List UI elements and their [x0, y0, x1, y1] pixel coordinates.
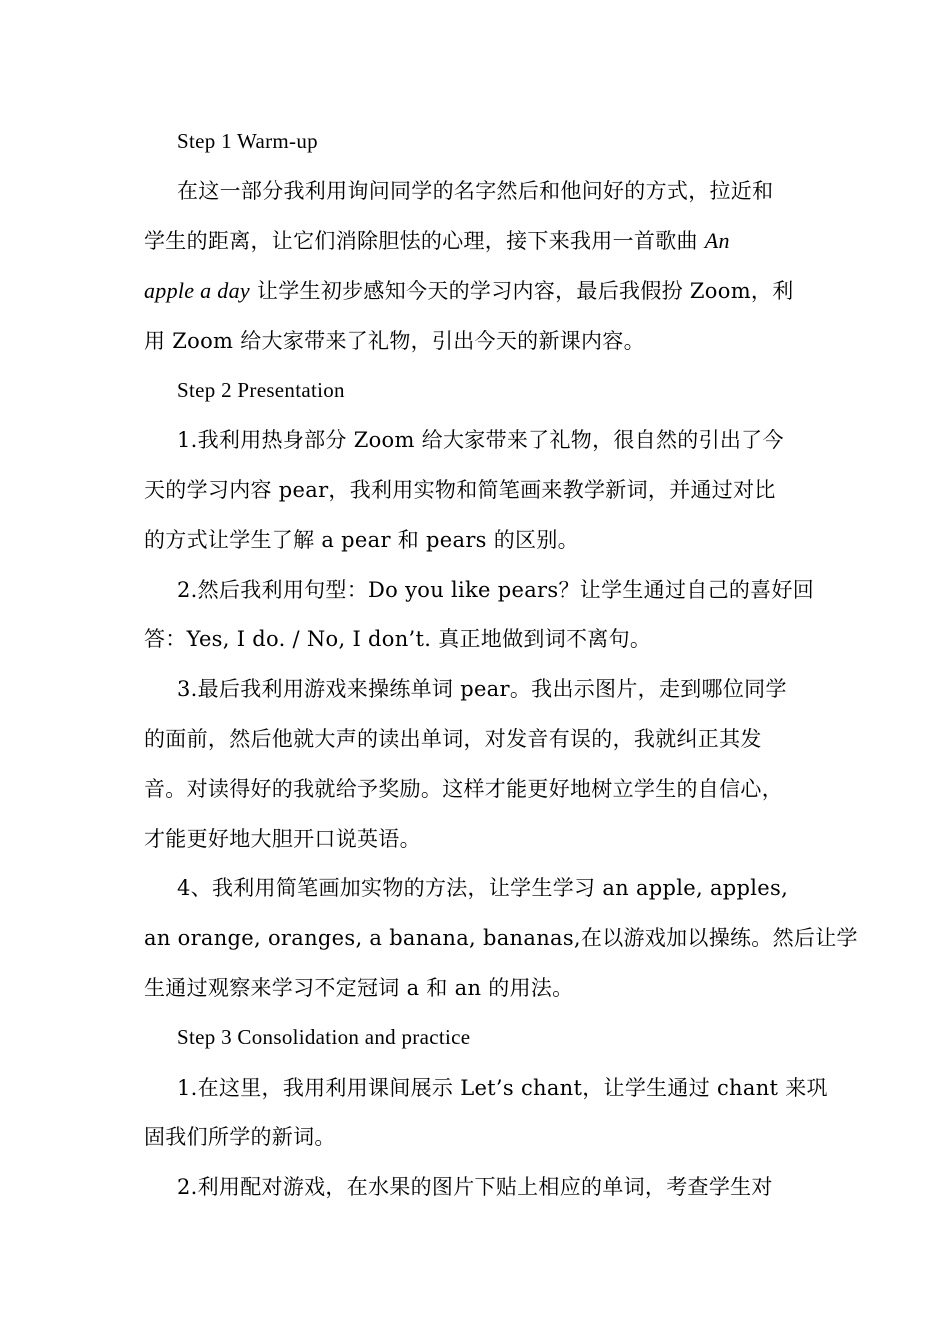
- step2-p1-line-2: 天的学习内容 pear，我利用实物和简笔画来教学新词，并通过对比: [144, 478, 776, 502]
- step2-p3-line-1: 3.最后我利用游戏来操练单词 pear。我出示图片，走到哪位同学: [177, 677, 787, 701]
- step2-p1-line-3: 的方式让学生了解 a pear 和 pears 的区别。: [144, 528, 579, 552]
- step3-p1-line-2: 固我们所学的新词。: [144, 1125, 336, 1149]
- step1-line-2-text: 学生的距离，让它们消除胆怯的心理，接下来我用一首歌曲: [144, 229, 698, 253]
- step2-p4-line-2: an orange, oranges, a banana, bananas,在以游戏加以操练。然后让学: [144, 926, 858, 950]
- step3-p1-line-1: 1.在这里，我用利用课间展示 Let’s chant，让学生通过 chant 来巩: [177, 1076, 828, 1100]
- step1-line-2: [144, 226, 824, 256]
- song-title-part1: An: [704, 228, 730, 253]
- step2-p2-line-2: 答：Yes, I do. / No, I don’t. 真正地做到词不离句。: [144, 627, 652, 651]
- step2-p2-line-1: 2.然后我利用句型：Do you like pears？让学生通过自己的喜好回: [177, 578, 815, 602]
- step2-p3-line-4: 才能更好地大胆开口说英语。: [144, 827, 421, 851]
- step2-p1-line-1: 1.我利用热身部分 Zoom 给大家带来了礼物，很自然的引出了今: [177, 428, 784, 452]
- step1-heading: Step 1 Warm-up: [177, 129, 318, 153]
- step3-heading: Step 3 Consolidation and practice: [177, 1025, 471, 1049]
- step1-line-3: [144, 276, 824, 306]
- step2-p4-line-3: 生通过观察来学习不定冠词 a 和 an 的用法。: [144, 976, 574, 1000]
- step1-line-1: 在这一部分我利用询问同学的名字然后和他问好的方式，拉近和: [177, 179, 774, 203]
- step2-heading: Step 2 Presentation: [177, 378, 345, 402]
- step1-line-3-text: 让学生初步感知今天的学习内容，最后我假扮 Zoom，利: [256, 279, 794, 303]
- step2-p3-line-3: 音。对读得好的我就给予奖励。这样才能更好地树立学生的自信心，: [144, 777, 783, 801]
- step3-p2-line-1: 2.利用配对游戏，在水果的图片下贴上相应的单词，考查学生对: [177, 1175, 773, 1199]
- step2-p4-line-1: 4、我利用简笔画加实物的方法，让学生学习 an apple, apples,: [177, 876, 789, 900]
- step2-p3-line-2: 的面前，然后他就大声的读出单词，对发音有误的，我就纠正其发: [144, 727, 762, 751]
- step1-line-4: 用 Zoom 给大家带来了礼物，引出今天的新课内容。: [144, 329, 645, 353]
- song-title-part2: apple a day: [144, 278, 250, 303]
